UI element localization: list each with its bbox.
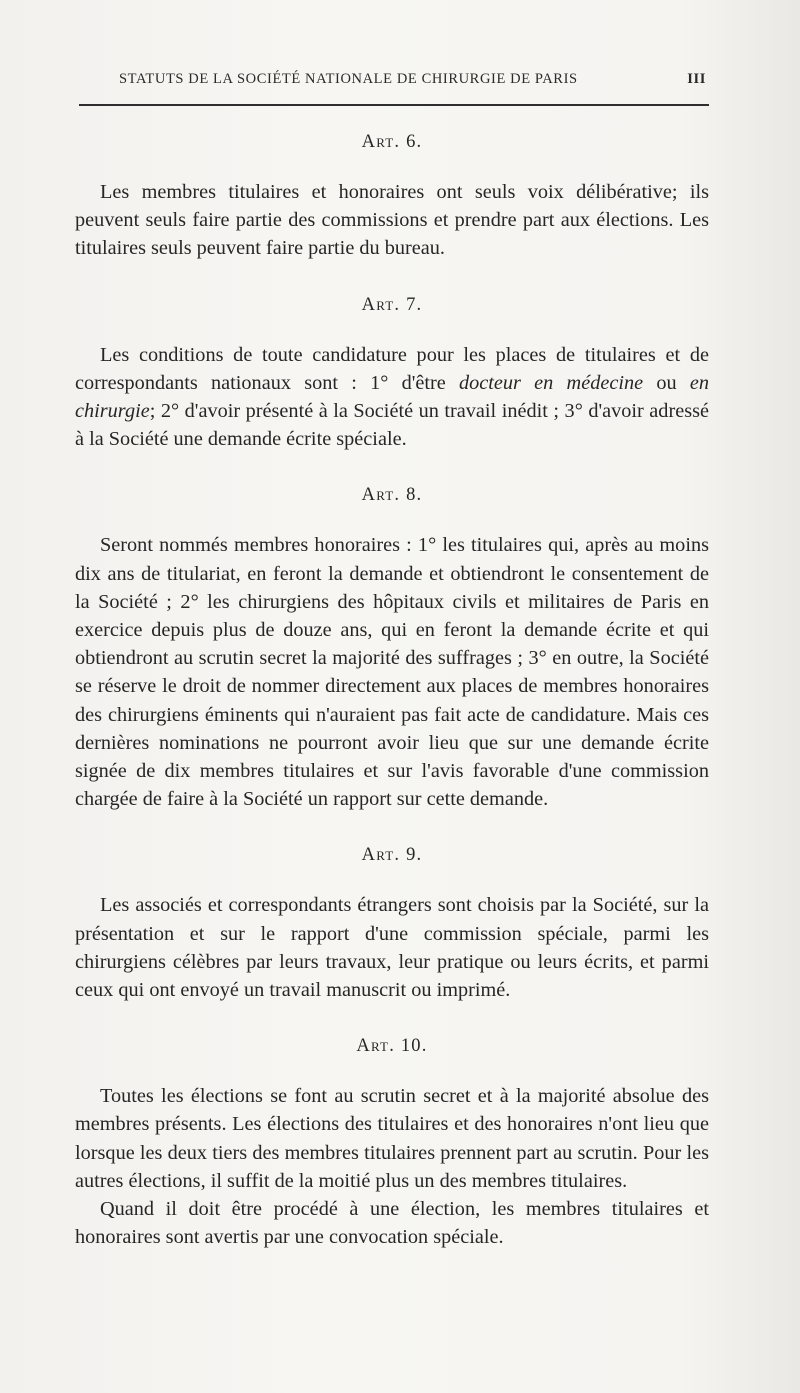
article-heading: Art. 10. (356, 1036, 428, 1057)
article-paragraph: Les associés et correspondants étrangers sont choisis par la Société, sur la présentation et sur le rapport d'une commission spéciale, parmi les chirurgiens célèbres par leurs travaux, leur pratique ou leurs écrits, et parmi ceux qui ont envoyé un travail manuscrit ou imprimé. (75, 894, 709, 1002)
article-heading: Art. 7. (361, 294, 423, 315)
page-header (76, 68, 708, 92)
document-body (75, 128, 709, 1251)
italic-term: docteur en médecine (459, 371, 644, 394)
article-paragraph: Les conditions de toute candidature pour les places de titulaires et de correspondants nationaux sont : 1° d'être docteur en médecine ou en chirurgie; 2° d'avoir présenté à la Société un travail inédit ; 3° d'avoir adressé à la Société une demande écrite spéciale. (75, 343, 710, 451)
header-rule (79, 104, 709, 106)
article-heading: Art. 9. (361, 845, 423, 866)
article-paragraph: Toutes les élections se font au scrutin secret et à la majorité absolue des membres présents. Les élections des titulaires et des honoraires n'ont lieu que lorsque les deux tiers des membres titulaires prennent part au scrutin. Pour les autres élections, il suffit de la moitié plus un des membres titulaires. (75, 1085, 709, 1192)
article-heading: Art. 8. (361, 485, 423, 506)
article-paragraph: Seront nommés membres honoraires : 1° les titulaires qui, après au moins dix ans de titulariat, en feront la demande et obtiendront le consentement de la Société ; 2° les chirurgiens des hôpitaux civils et militaires de Paris en exercice depuis plus de douze ans, qui en feront la demande écrite et qui obtiendront au scrutin secret la majorité des suffrages ; 3° en outre, la Société se réserve le droit de nommer directement aux places de membres honoraires des chirurgiens éminents qui n'auraient pas fait acte de candidature. Mais ces dernières nominations ne pourront avoir lieu que sur une demande écrite signée de dix membres titulaires et sur l'avis favorable d'une commission chargée de faire à la Société un rapport sur cette demande. (75, 534, 709, 811)
article-heading: Art. 6. (361, 132, 423, 152)
article-paragraph: Quand il doit être procédé à une élection, les membres titulaires et honoraires sont avertis par une convocation spéciale. (75, 1198, 709, 1249)
page-number: III (687, 71, 706, 87)
article-paragraph: Les membres titulaires et honoraires ont seuls voix délibérative; ils peuvent seuls faire partie des commissions et prendre part aux élections. Les titulaires seuls peuvent faire partie du bureau. (75, 181, 709, 260)
running-title: STATUTS DE LA SOCIÉTÉ NATIONALE DE CHIRURGIE DE PARIS (119, 71, 578, 87)
italic-term: en chirurgie (75, 371, 710, 423)
